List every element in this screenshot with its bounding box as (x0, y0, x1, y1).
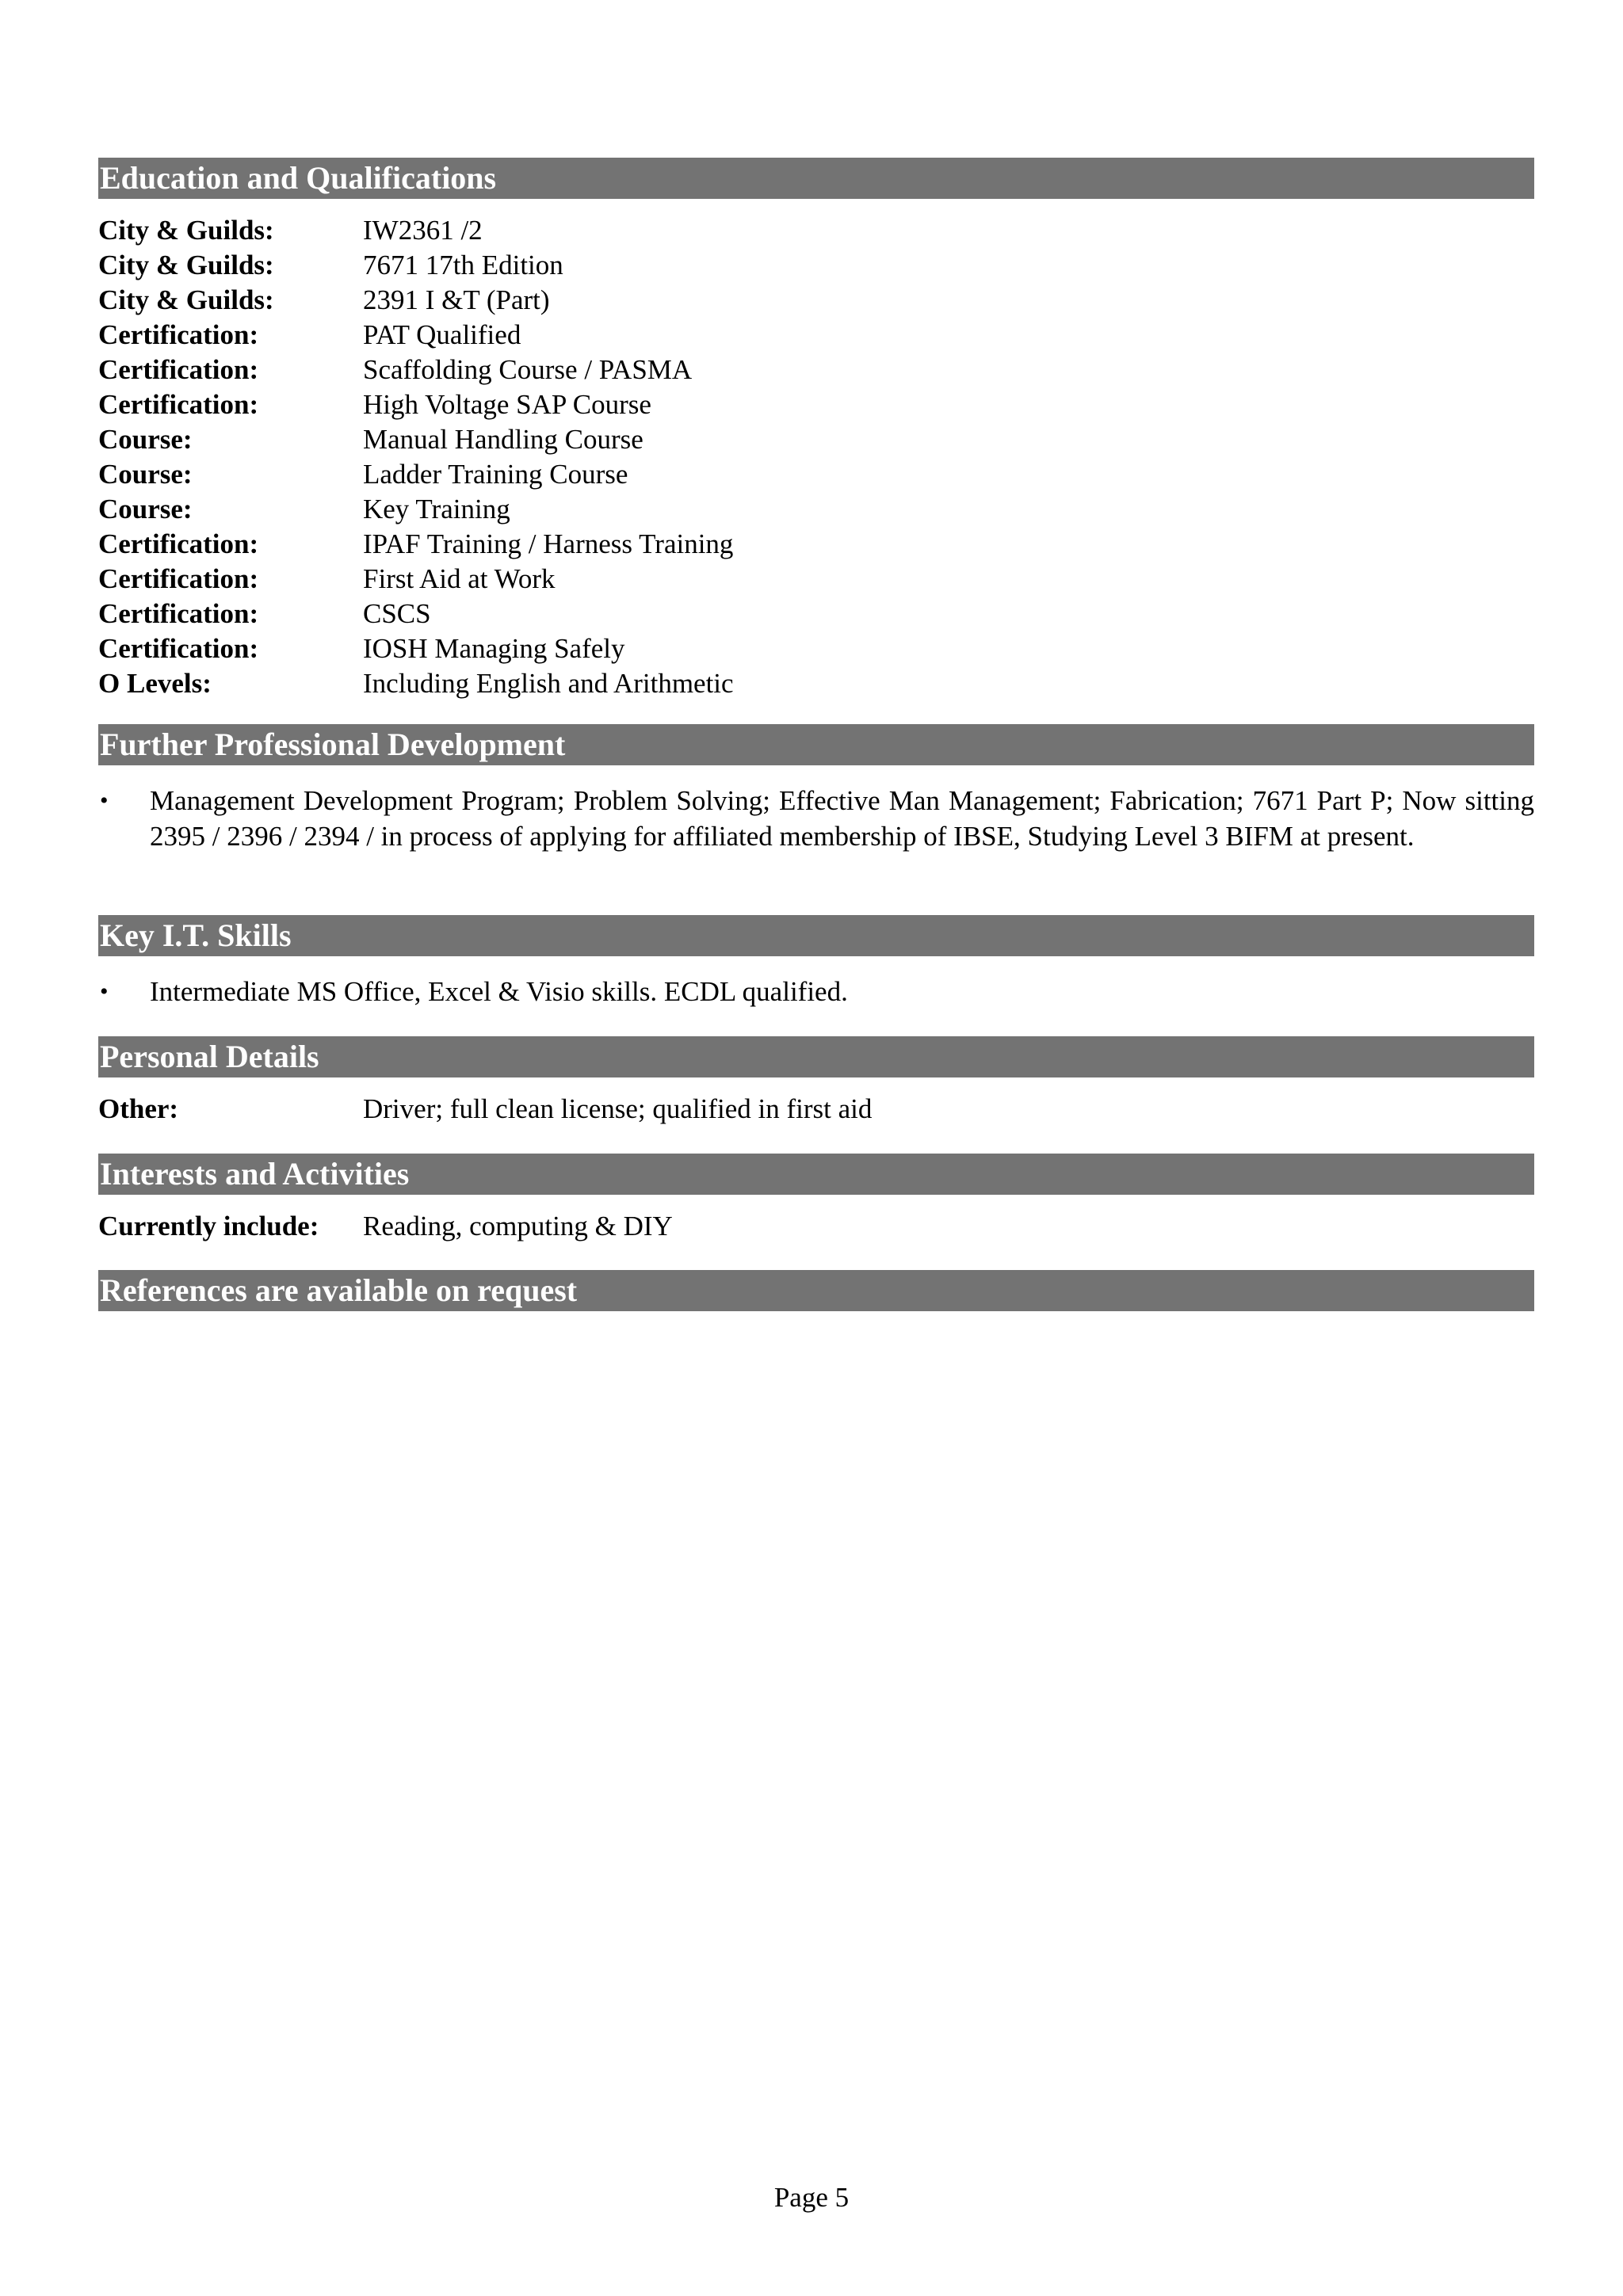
interests-list (98, 1209, 1534, 1244)
interests-header: Interests and Activities (98, 1154, 1534, 1195)
personal-details-header: Personal Details (98, 1036, 1534, 1077)
qualification-label: City & Guilds: (98, 250, 274, 280)
it-skills-section (98, 915, 1534, 1009)
education-section-header: Education and Qualifications (98, 158, 1534, 199)
detail-value: Driver; full clean license; qualified in first aid (363, 1093, 873, 1124)
qualification-value: CSCS (363, 598, 431, 629)
qualification-row (98, 387, 1534, 422)
professional-development-header: Further Professional Development (98, 724, 1534, 765)
education-list (98, 213, 1534, 701)
professional-development-list (98, 783, 1534, 854)
detail-label: Currently include: (98, 1211, 319, 1241)
list-item-text: Intermediate MS Office, Excel & Visio skills. ECDL qualified. (150, 976, 848, 1007)
qualification-value: 7671 17th Edition (363, 250, 563, 280)
qualification-row (98, 318, 1534, 353)
qualification-value: IOSH Managing Safely (363, 633, 625, 664)
qualification-value: High Voltage SAP Course (363, 389, 651, 420)
list-item-text: Management Development Program; Problem Solving; Effective Man Management; Fabrication; 7671 Part P; Now sitting 2395 / 2396 / 2394 / in process of applying for affiliated membership of IBSE, Studying Level 3 BIFM at present. (150, 785, 1534, 852)
qualification-row (98, 562, 1534, 597)
qualification-value: IW2361 /2 (363, 215, 483, 246)
personal-details-list (98, 1092, 1534, 1127)
qualification-label: Course: (98, 494, 193, 524)
education-section (98, 158, 1534, 701)
references-header: References are available on request (98, 1270, 1534, 1311)
detail-row (98, 1209, 1534, 1244)
qualification-row (98, 353, 1534, 387)
interests-section (98, 1154, 1534, 1244)
qualification-label: Certification: (98, 354, 259, 385)
qualification-label: Certification: (98, 598, 259, 629)
qualification-value: Including English and Arithmetic (363, 668, 734, 699)
qualification-value: Scaffolding Course / PASMA (363, 354, 693, 385)
it-skills-header: Key I.T. Skills (98, 915, 1534, 956)
qualification-row (98, 631, 1534, 666)
qualification-value: Key Training (363, 494, 510, 524)
qualification-label: O Levels: (98, 668, 212, 699)
qualification-value: Ladder Training Course (363, 459, 628, 490)
bullet-icon: • (100, 788, 109, 814)
qualification-label: Certification: (98, 563, 259, 594)
qualification-value: 2391 I &T (Part) (363, 284, 550, 315)
qualification-row (98, 527, 1534, 562)
qualification-value: IPAF Training / Harness Training (363, 528, 734, 559)
detail-label: Other: (98, 1093, 179, 1124)
list-item (98, 974, 1534, 1009)
qualification-label: City & Guilds: (98, 284, 274, 315)
bullet-icon: • (100, 978, 109, 1005)
qualification-value: First Aid at Work (363, 563, 556, 594)
qualification-label: Course: (98, 424, 193, 455)
qualification-value: PAT Qualified (363, 319, 521, 350)
it-skills-list (98, 974, 1534, 1009)
qualification-row (98, 213, 1534, 248)
detail-row (98, 1092, 1534, 1127)
qualification-row (98, 248, 1534, 283)
qualification-row (98, 597, 1534, 631)
qualification-label: Certification: (98, 633, 259, 664)
qualification-value: Manual Handling Course (363, 424, 643, 455)
professional-development-section (98, 724, 1534, 854)
qualification-label: Course: (98, 459, 193, 490)
qualification-label: City & Guilds: (98, 215, 274, 246)
qualification-row (98, 666, 1534, 701)
qualification-row (98, 457, 1534, 492)
list-item (98, 783, 1534, 854)
page-number: Page 5 (773, 2182, 850, 2213)
qualification-label: Certification: (98, 319, 259, 350)
qualification-row (98, 422, 1534, 457)
references-section (98, 1270, 1534, 1311)
qualification-row (98, 492, 1534, 527)
qualification-row (98, 283, 1534, 318)
qualification-label: Certification: (98, 528, 259, 559)
qualification-label: Certification: (98, 389, 259, 420)
detail-value: Reading, computing & DIY (363, 1211, 673, 1241)
personal-details-section (98, 1036, 1534, 1127)
